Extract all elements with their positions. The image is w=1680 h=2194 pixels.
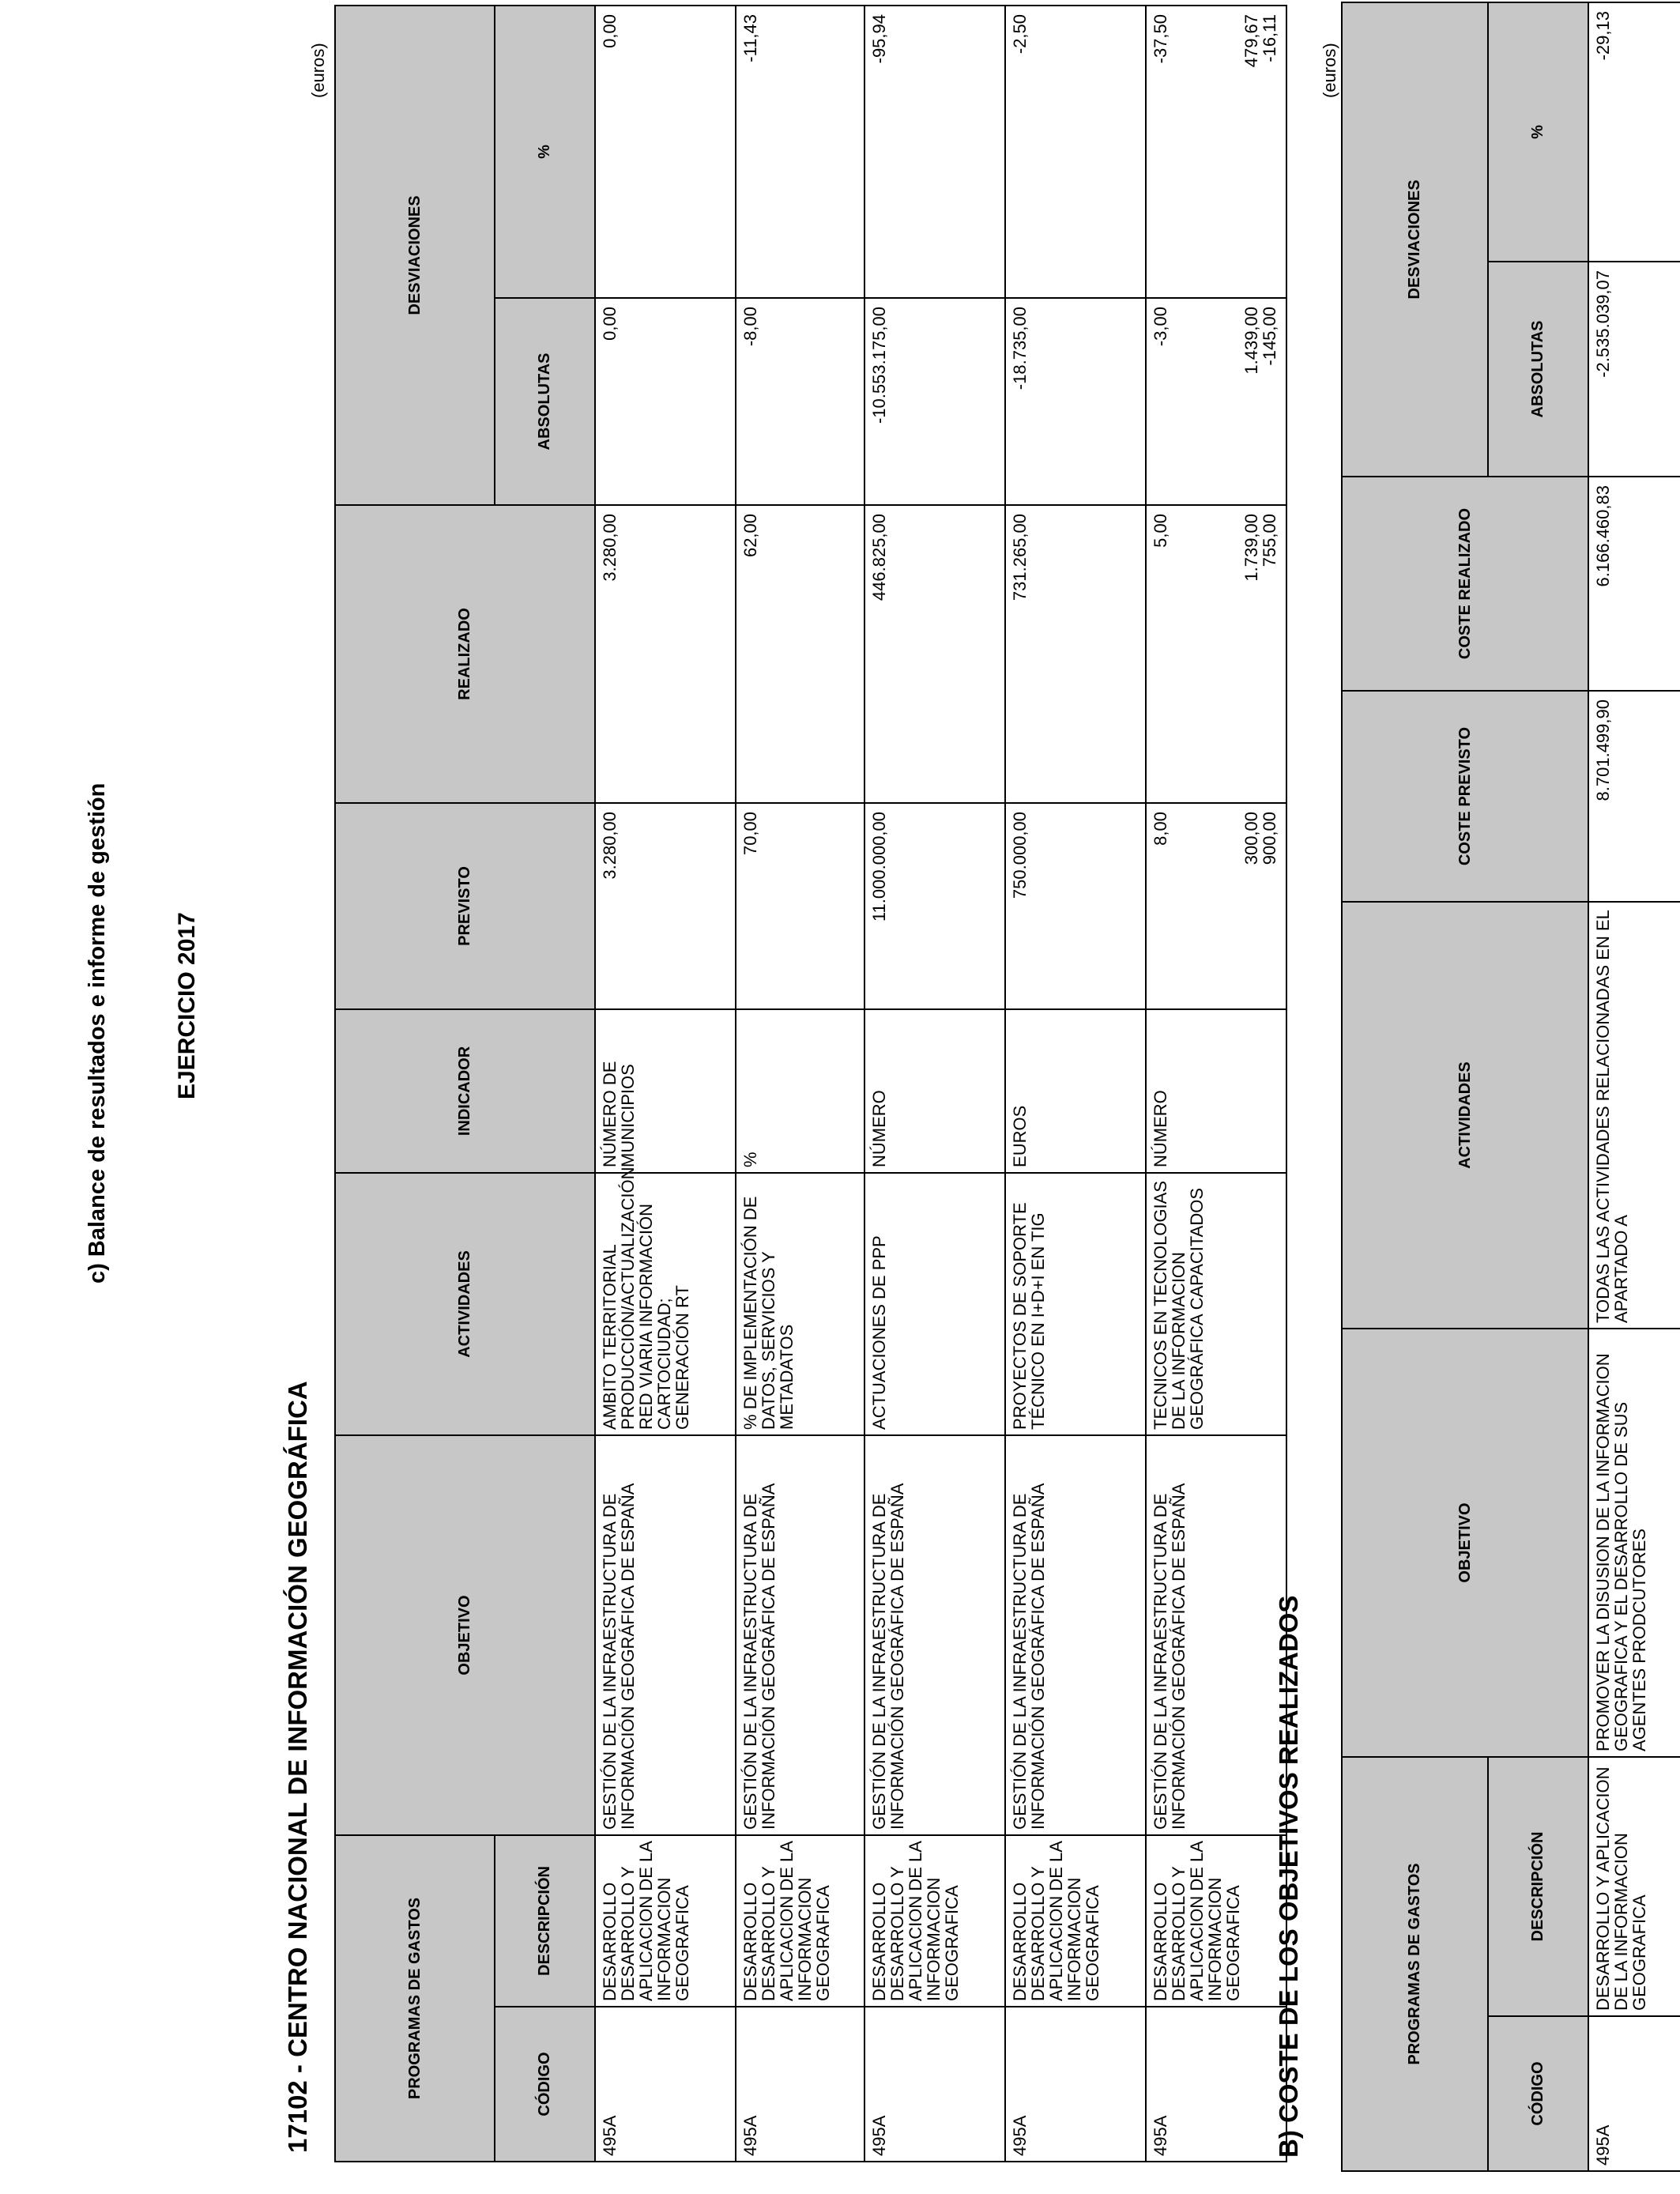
table-row [1146, 6, 1286, 2162]
actividades-cell: % DE IMPLEMENTACIÓN DE DATOS, SERVICIOS Y METADATOS [736, 1173, 864, 1435]
table-row [864, 6, 1005, 2162]
previsto-cell [736, 803, 864, 1009]
indicador-header: INDICADOR [335, 1009, 595, 1173]
pct-value [1206, 14, 1224, 292]
previsto-value: 3.280,00 [600, 811, 620, 880]
absolutas-value [1170, 307, 1188, 499]
descripcion-cell: DESARROLLO DESARROLLO Y APLICACION DE LA INFORMACION GEOGRAFICA [1146, 1835, 1286, 2007]
descripcion-header: DESCRIPCIÓN [495, 1835, 595, 2007]
realizado-cell [1005, 505, 1146, 803]
coste-realizado-cell: 6.166.460,83 [1588, 477, 1680, 691]
table-row [595, 6, 736, 2162]
absolutas-value: -3,00 [1151, 306, 1170, 347]
objetivo-cell: GESTIÓN DE LA INFRAESTRUCTURA DE INFORMACIÓN GEOGRÁFICA DE ESPAÑA [736, 1435, 864, 1835]
realizado-header: REALIZADO [335, 505, 595, 803]
cost-programas-group-header: PROGRAMAS DE GASTOS [1342, 1757, 1488, 2171]
cost-descripcion-cell: DESARROLLO Y APLICACION DE LA INFORMACION GEOGRAFICA [1588, 1757, 1680, 2016]
absolutas-value [1188, 307, 1206, 499]
cost-codigo-header: CÓDIGO [1488, 2016, 1588, 2171]
previsto-cell [864, 803, 1005, 1009]
objetivo-cell: GESTIÓN DE LA INFRAESTRUCTURA DE INFORMACIÓN GEOGRÁFICA DE ESPAÑA [595, 1435, 736, 1835]
document-section-title: c) Balance de resultados e informe de gestión [85, 782, 110, 1284]
section-b-title: B) COSTE DE LOS OBJETIVOS REALIZADOS [1274, 1595, 1303, 2158]
pct-value: 0,00 [600, 13, 620, 48]
units-label-1: (euros) [308, 43, 328, 98]
absolutas-cell [864, 298, 1005, 505]
indicador-cell: % [736, 1009, 864, 1173]
cost-descripcion-header: DESCRIPCIÓN [1488, 1757, 1588, 2016]
previsto-value: 8,00 [1151, 811, 1170, 846]
pct-cell [1146, 6, 1286, 298]
pct-cell [864, 6, 1005, 298]
descripcion-cell: DESARROLLO DESARROLLO Y APLICACION DE LA INFORMACION GEOGRAFICA [595, 1835, 736, 2007]
pct-value: -16,11 [1260, 13, 1279, 62]
codigo-cell: 495A [1005, 2007, 1146, 2162]
cost-objetivo-header: OBJETIVO [1342, 1329, 1588, 1757]
actividades-cell: ACTUACIONES DE PPP [864, 1173, 1005, 1435]
indicador-cell: NÚMERO [864, 1009, 1005, 1173]
absolutas-cell [1146, 298, 1286, 505]
absolutas-cell [595, 298, 736, 505]
pct-cell [1005, 6, 1146, 298]
absolutas-value [1206, 307, 1224, 499]
actividades-header: ACTIVIDADES [335, 1173, 595, 1435]
actividades-cell: AMBITO TERRITORIAL PRODUCCIÓN/ACTUALIZACIÓN RED VIARIA INFORMACIÓN CARTOCIUDAD; GENERACIÓN RT [595, 1173, 736, 1435]
pct-cell [736, 6, 864, 298]
fiscal-year-title: EJERCICIO 2017 [174, 912, 200, 1099]
previsto-value [1224, 812, 1242, 1004]
realizado-value [1206, 514, 1224, 797]
codigo-header: CÓDIGO [495, 2007, 595, 2162]
descripcion-cell: DESARROLLO DESARROLLO Y APLICACION DE LA INFORMACION GEOGRAFICA [736, 1835, 864, 2007]
absolutas-value: -145,00 [1260, 306, 1279, 366]
realizado-cell [736, 505, 864, 803]
realizado-value: 3.280,00 [600, 513, 620, 582]
previsto-header: PREVISTO [335, 803, 595, 1009]
cost-table [1341, 2, 1680, 2172]
absolutas-value: -18.735,00 [1010, 306, 1030, 390]
objetivo-cell: GESTIÓN DE LA INFRAESTRUCTURA DE INFORMACIÓN GEOGRÁFICA DE ESPAÑA [1146, 1435, 1286, 1835]
pct-header: % [495, 6, 595, 298]
indicador-cell: EUROS [1005, 1009, 1146, 1173]
actividades-cell: TECNICOS EN TECNOLOGIAS DE LA INFORMACION GEOGRÁFICA CAPACITADOS [1146, 1173, 1286, 1435]
realizado-value: 755,00 [1260, 513, 1279, 567]
cost-pct-header: % [1488, 2, 1588, 262]
pct-value [1188, 14, 1206, 292]
previsto-cell [1146, 803, 1286, 1009]
cost-absolutas-cell: -2.535.039,07 [1588, 262, 1680, 477]
table-row [1588, 2, 1680, 2171]
absolutas-value [1224, 307, 1242, 499]
cost-codigo-cell: 495A [1588, 2016, 1680, 2171]
cost-actividades-cell: TODAS LAS ACTIVIDADES RELACIONADAS EN EL APARTADO A [1588, 902, 1680, 1329]
realizado-cell [595, 505, 736, 803]
units-label-2: (euros) [1320, 43, 1339, 98]
realizado-value: 1.739,00 [1241, 513, 1261, 582]
coste-realizado-header: COSTE REALIZADO [1342, 477, 1588, 691]
absolutas-cell [736, 298, 864, 505]
previsto-value: 750.000,00 [1010, 811, 1030, 899]
pct-value: 479,67 [1241, 13, 1261, 68]
cost-pct-cell: -29,13 [1588, 2, 1680, 262]
coste-previsto-cell: 8.701.499,90 [1588, 691, 1680, 902]
actividades-cell: PROYECTOS DE SOPORTE TÉCNICO EN I+D+I EN TIG [1005, 1173, 1146, 1435]
objetivo-header: OBJETIVO [335, 1435, 595, 1835]
realizado-value [1188, 514, 1206, 797]
pct-value: -11,43 [740, 13, 760, 62]
previsto-value [1170, 812, 1188, 1004]
cost-absolutas-header: ABSOLUTAS [1488, 262, 1588, 477]
realizado-value: 62,00 [740, 513, 760, 558]
codigo-cell: 495A [595, 2007, 736, 2162]
previsto-value [1188, 812, 1206, 1004]
previsto-value: 70,00 [740, 811, 760, 856]
absolutas-cell [1005, 298, 1146, 505]
table-row [1005, 6, 1146, 2162]
codigo-cell: 495A [1146, 2007, 1286, 2162]
objetivo-cell: GESTIÓN DE LA INFRAESTRUCTURA DE INFORMACIÓN GEOGRÁFICA DE ESPAÑA [864, 1435, 1005, 1835]
absolutas-value: 0,00 [600, 306, 620, 341]
objetivo-cell: GESTIÓN DE LA INFRAESTRUCTURA DE INFORMACIÓN GEOGRÁFICA DE ESPAÑA [1005, 1435, 1146, 1835]
programas-group-header: PROGRAMAS DE GASTOS [335, 1835, 495, 2162]
realizado-value [1170, 514, 1188, 797]
desviaciones-group-header: DESVIACIONES [335, 6, 495, 505]
realizado-value: 5,00 [1151, 513, 1170, 548]
entity-title: 17102 - CENTRO NACIONAL DE INFORMACIÓN GEOGRÁFICA [283, 1381, 312, 2153]
absolutas-value: -8,00 [740, 306, 760, 347]
descripcion-cell: DESARROLLO DESARROLLO Y APLICACION DE LA INFORMACION GEOGRAFICA [864, 1835, 1005, 2007]
realizado-cell [864, 505, 1005, 803]
realizado-cell [1146, 505, 1286, 803]
absolutas-value: -10.553.175,00 [869, 306, 889, 424]
realizado-value: 446.825,00 [869, 513, 889, 601]
codigo-cell: 495A [864, 2007, 1005, 2162]
table-row [736, 6, 864, 2162]
absolutas-value: 1.439,00 [1241, 306, 1261, 375]
previsto-value [1206, 812, 1224, 1004]
pct-value [1170, 14, 1188, 292]
previsto-cell [595, 803, 736, 1009]
absolutas-header: ABSOLUTAS [495, 298, 595, 505]
codigo-cell: 495A [736, 2007, 864, 2162]
pct-cell [595, 6, 736, 298]
previsto-value: 900,00 [1260, 811, 1279, 865]
previsto-value: 300,00 [1241, 811, 1261, 865]
coste-previsto-header: COSTE PREVISTO [1342, 691, 1588, 902]
pct-value: -37,50 [1151, 13, 1170, 64]
indicador-cell: NÚMERO [1146, 1009, 1286, 1173]
cost-desviaciones-group-header: DESVIACIONES [1342, 2, 1488, 477]
realizado-value: 731.265,00 [1010, 513, 1030, 601]
indicators-table [334, 5, 1287, 2162]
realizado-value [1224, 514, 1242, 797]
indicador-cell: NÚMERO DE MUNICIPIOS [595, 1009, 736, 1173]
pct-value: -95,94 [869, 13, 889, 64]
cost-actividades-header: ACTIVIDADES [1342, 902, 1588, 1329]
cost-objetivo-cell: PROMOVER LA DISUSION DE LA INFORMACION GEOGRAFICA Y EL DESARROLLO DE SUS AGENTES PRODCUTORES [1588, 1329, 1680, 1757]
descripcion-cell: DESARROLLO DESARROLLO Y APLICACION DE LA INFORMACION GEOGRAFICA [1005, 1835, 1146, 2007]
previsto-cell [1005, 803, 1146, 1009]
pct-value [1224, 14, 1242, 292]
pct-value: -2,50 [1010, 13, 1030, 55]
previsto-value: 11.000.000,00 [869, 811, 889, 922]
